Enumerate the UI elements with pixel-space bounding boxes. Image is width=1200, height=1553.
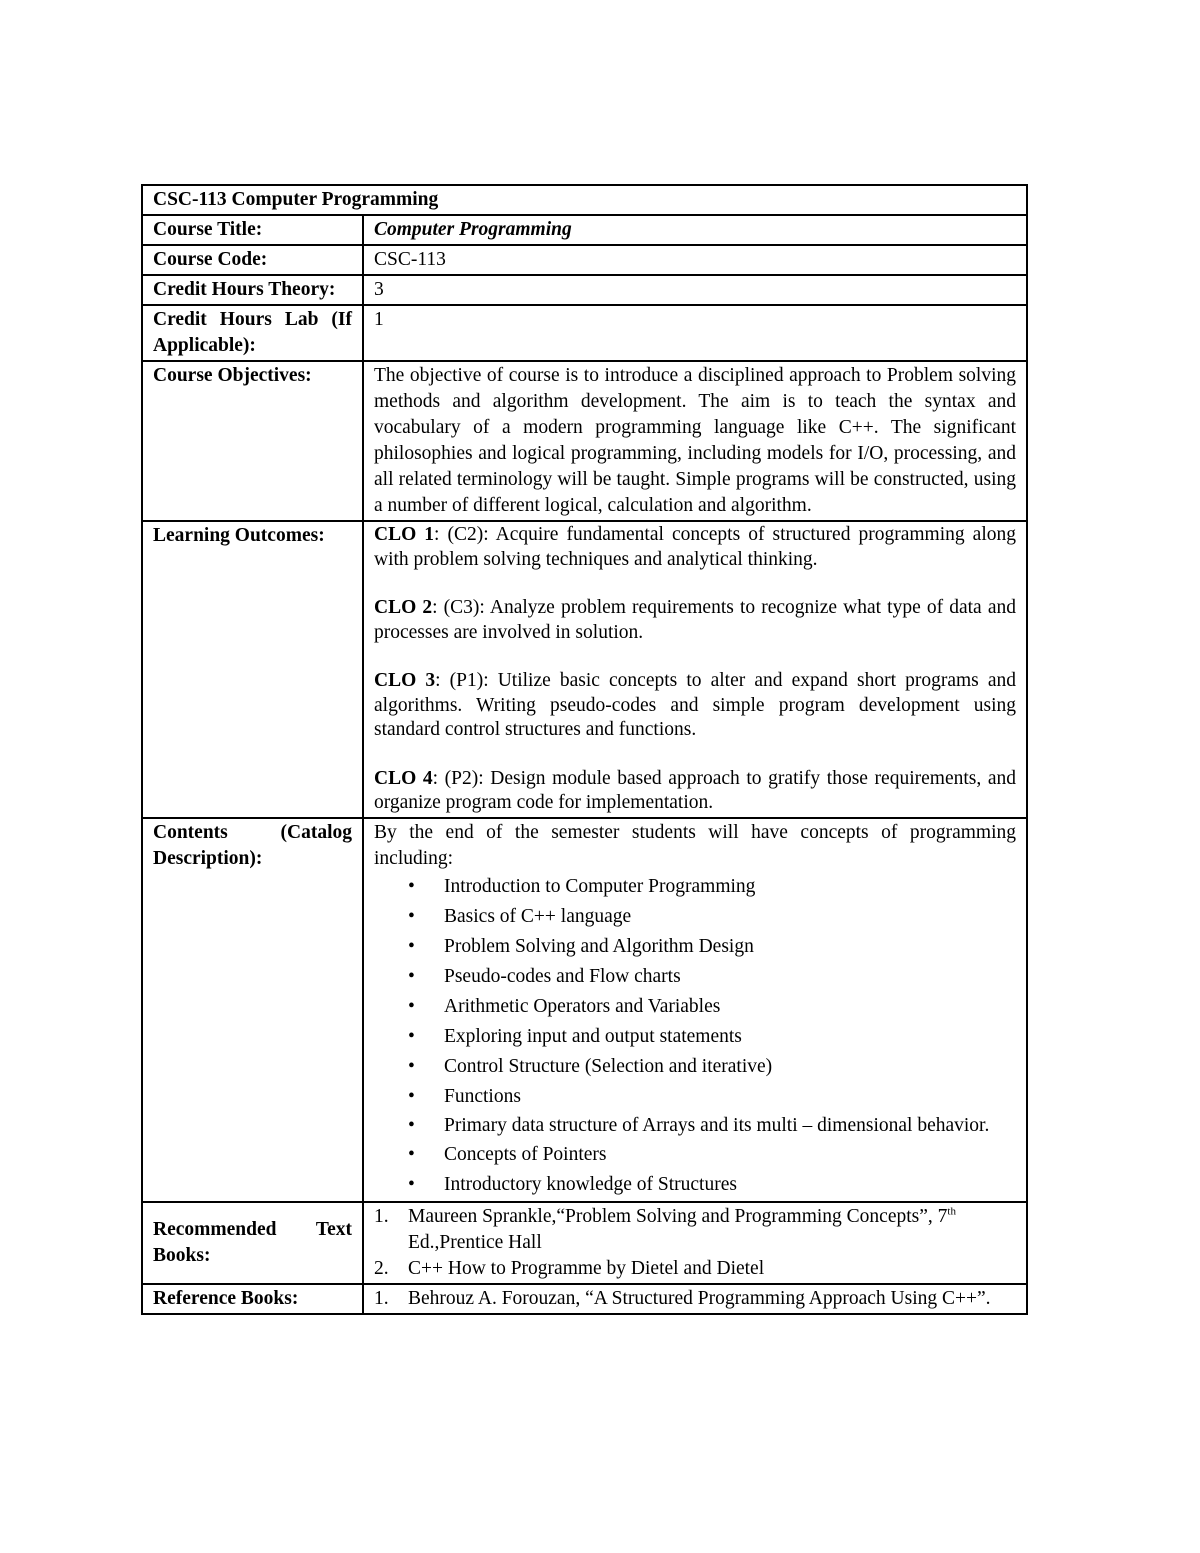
text-books-cell xyxy=(363,1202,1027,1284)
book-text: Behrouz A. Forouzan, “A Structured Programming Approach Using C++”. xyxy=(408,1287,991,1309)
list-item xyxy=(374,1112,1016,1140)
objectives-text: The objective of course is to introduce a disciplined approach to Problem solving methods and algorithm development. The aim is to teach the syntax and vocabulary of a modern programming language like C++. The significant philosophies and logical programming, including models for I/O, processing, and all related terminology will be taught. Simple programs will be constructed, using a number of different logical, calculation and algorithm. xyxy=(363,361,1027,521)
list-item-text: Control Structure (Selection and iterative) xyxy=(444,1055,773,1077)
clo-tag: CLO 2 xyxy=(374,597,433,618)
list-item-text: Concepts of Pointers xyxy=(444,1143,607,1165)
text-books-list xyxy=(374,1204,1016,1282)
bullet-icon: • xyxy=(408,1025,415,1047)
list-item xyxy=(374,1052,1016,1082)
objectives-row xyxy=(142,361,1027,521)
course-code-value: CSC-113 xyxy=(363,245,1027,275)
course-title-label: Course Title: xyxy=(142,215,363,245)
reference-books-list xyxy=(374,1286,1016,1312)
reference-books-row xyxy=(142,1284,1027,1314)
clo-text: : (P1): Utilize basic concepts to alter and expand short programs and algorithms. Writing pseudo-codes and simple program development using standard control structures and functions. xyxy=(374,670,1016,740)
list-item xyxy=(374,1286,1016,1312)
clo-item xyxy=(374,596,1016,645)
clo-tag: CLO 3 xyxy=(374,670,436,691)
list-item-text: Pseudo-codes and Flow charts xyxy=(444,965,681,987)
clo-text: : (P2): Design module based approach to gratify those requirements, and organize program code for implementation. xyxy=(374,767,1017,813)
item-number: 1. xyxy=(374,1205,389,1227)
clo-text: : (C3): Analyze problem requirements to recognize what type of data and processes are involved in solution. xyxy=(374,597,1016,643)
bullet-icon: • xyxy=(408,965,415,987)
course-heading: CSC-113 Computer Programming xyxy=(142,185,1027,215)
book-text: Maureen Sprankle,“Problem Solving and Programming Concepts”, 7 xyxy=(408,1205,948,1227)
list-item xyxy=(374,1082,1016,1112)
list-item xyxy=(374,872,1016,902)
clo-text: : (C2): Acquire fundamental concepts of structured programming along with problem solving techniques and analytical thinking. xyxy=(374,524,1016,570)
credit-theory-row xyxy=(142,275,1027,305)
bullet-icon: • xyxy=(408,905,415,927)
bullet-icon: • xyxy=(408,1085,415,1107)
list-item xyxy=(374,1140,1016,1170)
bullet-icon: • xyxy=(408,1114,415,1136)
contents-list xyxy=(374,872,1016,1200)
outcomes-list xyxy=(363,521,1027,818)
list-item-text: Problem Solving and Algorithm Design xyxy=(444,935,754,957)
list-item-text: Basics of C++ language xyxy=(444,905,632,927)
credit-theory-value: 3 xyxy=(363,275,1027,305)
list-item-text: Introduction to Computer Programming xyxy=(444,875,756,897)
bullet-icon: • xyxy=(408,875,415,897)
outcomes-row xyxy=(142,521,1027,818)
course-outline-table xyxy=(141,184,1028,1315)
list-item-text: Arithmetic Operators and Variables xyxy=(444,995,721,1017)
text-books-label: Recommended Text Books: xyxy=(142,1202,363,1284)
contents-cell xyxy=(363,818,1027,1202)
heading-row xyxy=(142,185,1027,215)
list-item-text: Introductory knowledge of Structures xyxy=(444,1173,737,1195)
book-sup: th xyxy=(947,1205,956,1217)
clo-tag: CLO 1 xyxy=(374,524,435,545)
bullet-icon: • xyxy=(408,995,415,1017)
course-code-row xyxy=(142,245,1027,275)
list-item-text: Primary data structure of Arrays and its multi – dimensional behavior. xyxy=(444,1114,990,1136)
course-title-value: Computer Programming xyxy=(363,215,1027,245)
bullet-icon: • xyxy=(408,935,415,957)
list-item-text: Exploring input and output statements xyxy=(444,1025,742,1047)
list-item xyxy=(374,902,1016,932)
text-books-row xyxy=(142,1202,1027,1284)
contents-label: Contents (Catalog Description): xyxy=(142,818,363,1202)
bullet-icon: • xyxy=(408,1143,415,1165)
list-item xyxy=(374,1170,1016,1200)
bullet-icon: • xyxy=(408,1055,415,1077)
credit-lab-label: Credit Hours Lab (If Applicable): xyxy=(142,305,363,361)
item-number: 2. xyxy=(374,1257,389,1279)
contents-row xyxy=(142,818,1027,1202)
course-title-row xyxy=(142,215,1027,245)
credit-theory-label: Credit Hours Theory: xyxy=(142,275,363,305)
credit-lab-value: 1 xyxy=(363,305,1027,361)
clo-item xyxy=(374,767,1016,816)
clo-item xyxy=(374,523,1016,572)
book-text: C++ How to Programme by Dietel and Dietel xyxy=(408,1257,765,1279)
list-item xyxy=(374,1022,1016,1052)
list-item xyxy=(374,1204,1016,1256)
clo-item xyxy=(374,669,1016,743)
reference-books-label: Reference Books: xyxy=(142,1284,363,1314)
outcomes-label: Learning Outcomes: xyxy=(142,521,363,818)
item-number: 1. xyxy=(374,1287,389,1309)
course-code-label: Course Code: xyxy=(142,245,363,275)
reference-books-cell xyxy=(363,1284,1027,1314)
objectives-label: Course Objectives: xyxy=(142,361,363,521)
list-item xyxy=(374,1256,1016,1282)
bullet-icon: • xyxy=(408,1173,415,1195)
contents-intro: By the end of the semester students will have concepts of programming including: xyxy=(374,821,1016,869)
list-item xyxy=(374,962,1016,992)
list-item-text: Functions xyxy=(444,1085,521,1107)
list-item xyxy=(374,992,1016,1022)
credit-lab-row xyxy=(142,305,1027,361)
book-text-end: Ed.,Prentice Hall xyxy=(408,1231,542,1253)
list-item xyxy=(374,932,1016,962)
clo-tag: CLO 4 xyxy=(374,767,433,789)
